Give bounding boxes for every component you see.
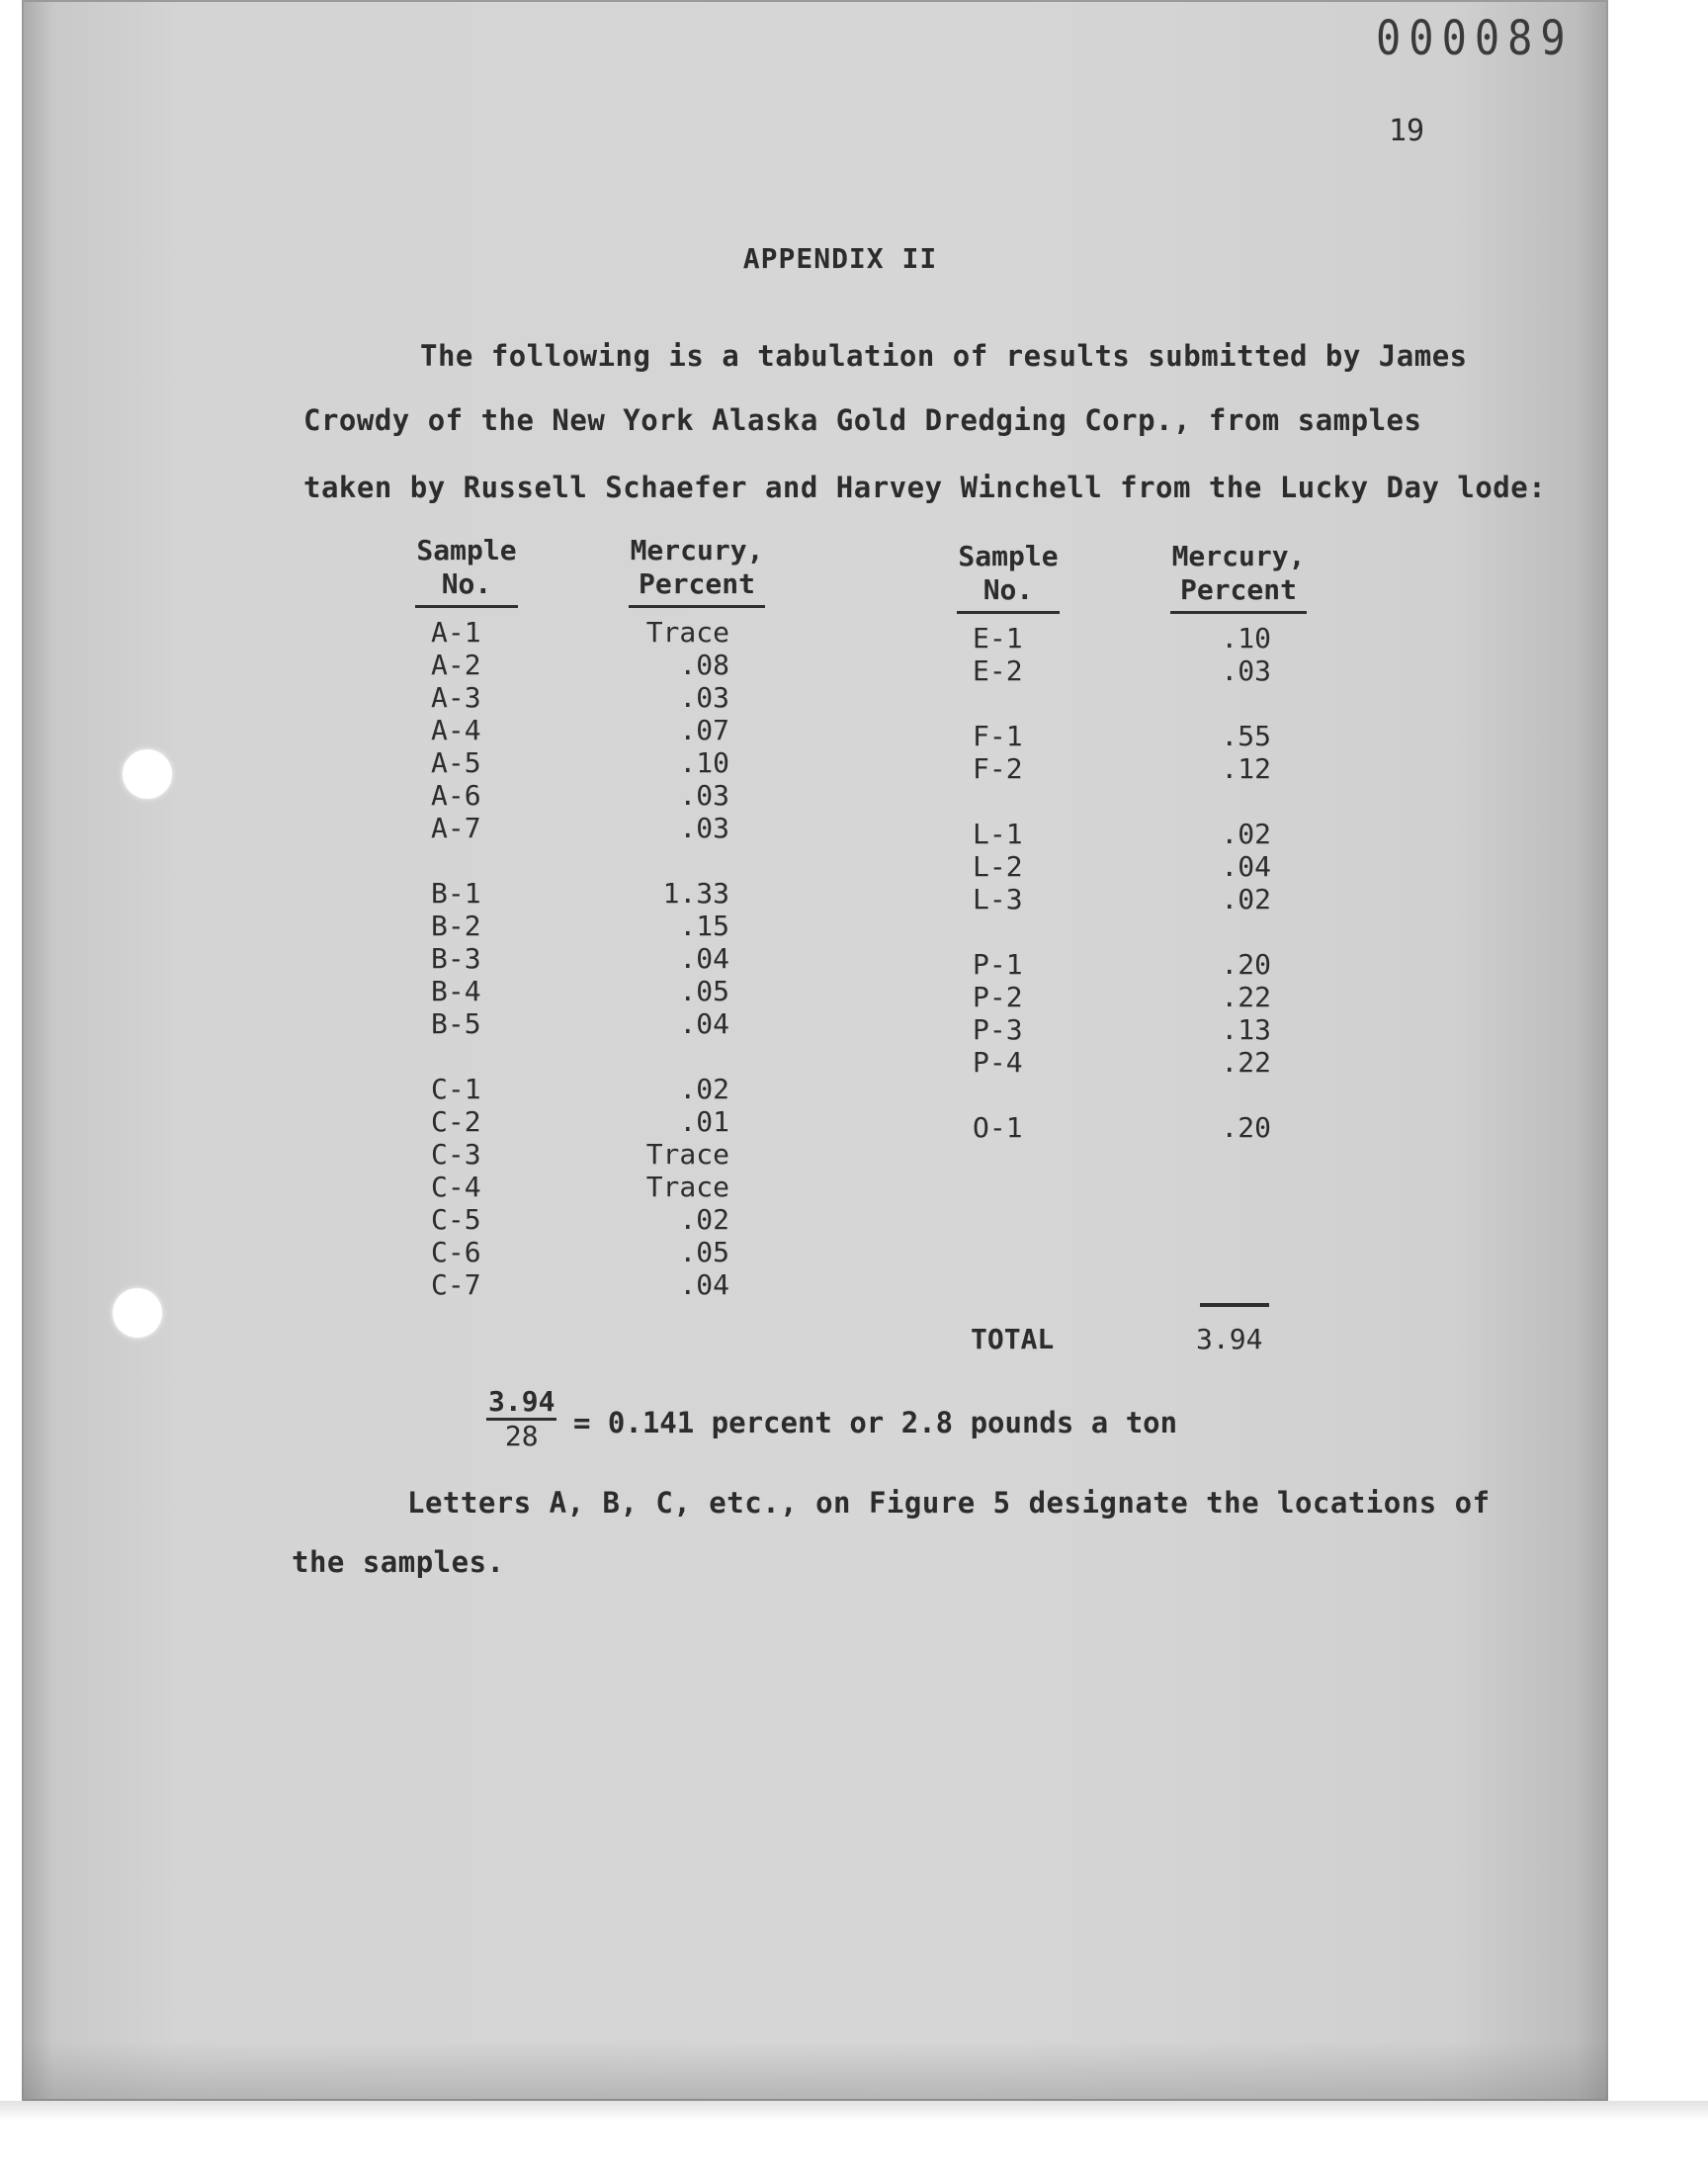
mercury-percent-cell: .02 bbox=[1221, 818, 1271, 850]
fraction-denominator: 28 bbox=[504, 1420, 539, 1452]
mercury-percent-cell: .10 bbox=[679, 746, 729, 779]
sample-number-cell: C-7 bbox=[431, 1268, 481, 1301]
mercury-percent-cell: .20 bbox=[1221, 948, 1271, 981]
mercury-percent-header bbox=[1170, 540, 1307, 614]
left-sample-column bbox=[415, 534, 518, 1301]
mercury-percent-cell: .55 bbox=[1221, 720, 1271, 752]
total-underline bbox=[1200, 1303, 1269, 1307]
document-number-stamp: 000089 bbox=[1376, 10, 1574, 66]
mercury-percent-cell: .01 bbox=[679, 1105, 729, 1138]
total-label: TOTAL bbox=[971, 1323, 1055, 1355]
sample-number-cell: L-2 bbox=[973, 850, 1023, 883]
mercury-percent-cell: .03 bbox=[679, 812, 729, 844]
sample-number-cell: F-1 bbox=[973, 720, 1023, 752]
sample-number-cell: L-3 bbox=[973, 883, 1023, 915]
mercury-percent-cell: .22 bbox=[1221, 1046, 1271, 1079]
sample-number-cell: A-3 bbox=[431, 681, 481, 714]
header-line: Mercury, bbox=[1171, 540, 1306, 572]
mercury-percent-header bbox=[629, 534, 765, 608]
sample-number-cell: B-4 bbox=[431, 975, 481, 1007]
sample-number-cell: L-1 bbox=[973, 818, 1023, 850]
intro-line-3: taken by Russell Schaefer and Harvey Winchell from the Lucky Day lode: bbox=[303, 471, 1547, 504]
mercury-percent-cell: .04 bbox=[679, 942, 729, 975]
intro-line-1: The following is a tabulation of results submitted by James bbox=[420, 339, 1468, 373]
mercury-percent-cell: .02 bbox=[679, 1073, 729, 1105]
sample-number-header bbox=[957, 540, 1060, 614]
right-mercury-column bbox=[1170, 540, 1307, 1144]
sample-number-header bbox=[415, 534, 518, 608]
sample-number-cell: F-2 bbox=[973, 752, 1023, 785]
scan-bottom-edge bbox=[0, 2101, 1708, 2121]
mercury-percent-cell: .02 bbox=[679, 1203, 729, 1236]
sample-number-cell: A-7 bbox=[431, 812, 481, 844]
mercury-percent-cell: .15 bbox=[679, 910, 729, 942]
sample-number-cell: C-1 bbox=[431, 1073, 481, 1105]
closing-line-2: the samples. bbox=[292, 1545, 505, 1579]
mercury-percent-cell: .22 bbox=[1221, 981, 1271, 1013]
closing-line-1: Letters A, B, C, etc., on Figure 5 designate the locations of bbox=[407, 1486, 1491, 1520]
sample-number-cell: E-2 bbox=[973, 654, 1023, 687]
scanned-page bbox=[22, 0, 1608, 2101]
total-value: 3.94 bbox=[1196, 1323, 1263, 1355]
mercury-percent-cell: .03 bbox=[1221, 654, 1271, 687]
mercury-percent-cell: Trace bbox=[645, 1138, 729, 1171]
sample-number-cell: C-6 bbox=[431, 1236, 481, 1268]
header-line: Percent bbox=[638, 567, 755, 600]
mercury-percent-cell: .04 bbox=[679, 1268, 729, 1301]
fraction-numerator: 3.94 bbox=[486, 1386, 556, 1421]
sample-number-cell: A-5 bbox=[431, 746, 481, 779]
left-mercury-column bbox=[629, 534, 765, 1301]
mercury-percent-cell: .05 bbox=[679, 1236, 729, 1268]
mercury-percent-cell: 1.33 bbox=[662, 877, 729, 910]
sample-number-cell: C-5 bbox=[431, 1203, 481, 1236]
sample-number-cell: A-4 bbox=[431, 714, 481, 746]
sample-number-cell: P-4 bbox=[973, 1046, 1023, 1079]
mercury-percent-cell: .03 bbox=[679, 681, 729, 714]
mercury-percent-cell: .05 bbox=[679, 975, 729, 1007]
mercury-percent-cell: Trace bbox=[645, 616, 729, 649]
mercury-percent-cell: .12 bbox=[1221, 752, 1271, 785]
sample-number-cell: P-3 bbox=[973, 1013, 1023, 1046]
sample-number-cell: E-1 bbox=[973, 622, 1023, 654]
mercury-percent-cell: .02 bbox=[1221, 883, 1271, 915]
sample-list bbox=[415, 616, 518, 1301]
sample-number-cell: C-3 bbox=[431, 1138, 481, 1171]
sample-number-cell: A-1 bbox=[431, 616, 481, 649]
appendix-heading: APPENDIX II bbox=[742, 242, 938, 275]
header-line: Mercury, bbox=[630, 534, 764, 566]
sample-number-cell: O-1 bbox=[973, 1111, 1023, 1144]
mercury-percent-cell: .20 bbox=[1221, 1111, 1271, 1144]
sample-number-cell: B-2 bbox=[431, 910, 481, 942]
mercury-percent-cell: .07 bbox=[679, 714, 729, 746]
mercury-value-list bbox=[1170, 622, 1307, 1144]
sample-number-cell: B-3 bbox=[431, 942, 481, 975]
header-line: Sample bbox=[416, 534, 517, 566]
sample-list bbox=[957, 622, 1060, 1144]
mercury-percent-cell: .10 bbox=[1221, 622, 1271, 654]
mercury-percent-cell: .04 bbox=[679, 1007, 729, 1040]
sample-number-cell: B-5 bbox=[431, 1007, 481, 1040]
mercury-percent-cell: .13 bbox=[1221, 1013, 1271, 1046]
sample-number-cell: A-2 bbox=[431, 649, 481, 681]
sample-number-cell: A-6 bbox=[431, 779, 481, 812]
sample-number-cell: C-4 bbox=[431, 1171, 481, 1203]
intro-line-2: Crowdy of the New York Alaska Gold Dredging Corp., from samples bbox=[303, 403, 1422, 437]
header-line: Sample bbox=[958, 540, 1059, 572]
binder-hole-top bbox=[123, 749, 172, 799]
page-number: 19 bbox=[1389, 114, 1425, 148]
header-line: No. bbox=[441, 567, 492, 600]
mercury-value-list bbox=[629, 616, 765, 1301]
header-line: Percent bbox=[1179, 573, 1297, 606]
sample-number-cell: P-2 bbox=[973, 981, 1023, 1013]
mercury-percent-cell: .04 bbox=[1221, 850, 1271, 883]
right-sample-column bbox=[957, 540, 1060, 1144]
binder-hole-bottom bbox=[113, 1288, 162, 1338]
mercury-percent-cell: .03 bbox=[679, 779, 729, 812]
mercury-percent-cell: .08 bbox=[679, 649, 729, 681]
header-line: No. bbox=[982, 573, 1034, 606]
average-result: = 0.141 percent or 2.8 pounds a ton bbox=[573, 1406, 1178, 1439]
sample-number-cell: P-1 bbox=[973, 948, 1023, 981]
sample-number-cell: B-1 bbox=[431, 877, 481, 910]
average-fraction bbox=[486, 1386, 556, 1452]
mercury-percent-cell: Trace bbox=[645, 1171, 729, 1203]
sample-number-cell: C-2 bbox=[431, 1105, 481, 1138]
